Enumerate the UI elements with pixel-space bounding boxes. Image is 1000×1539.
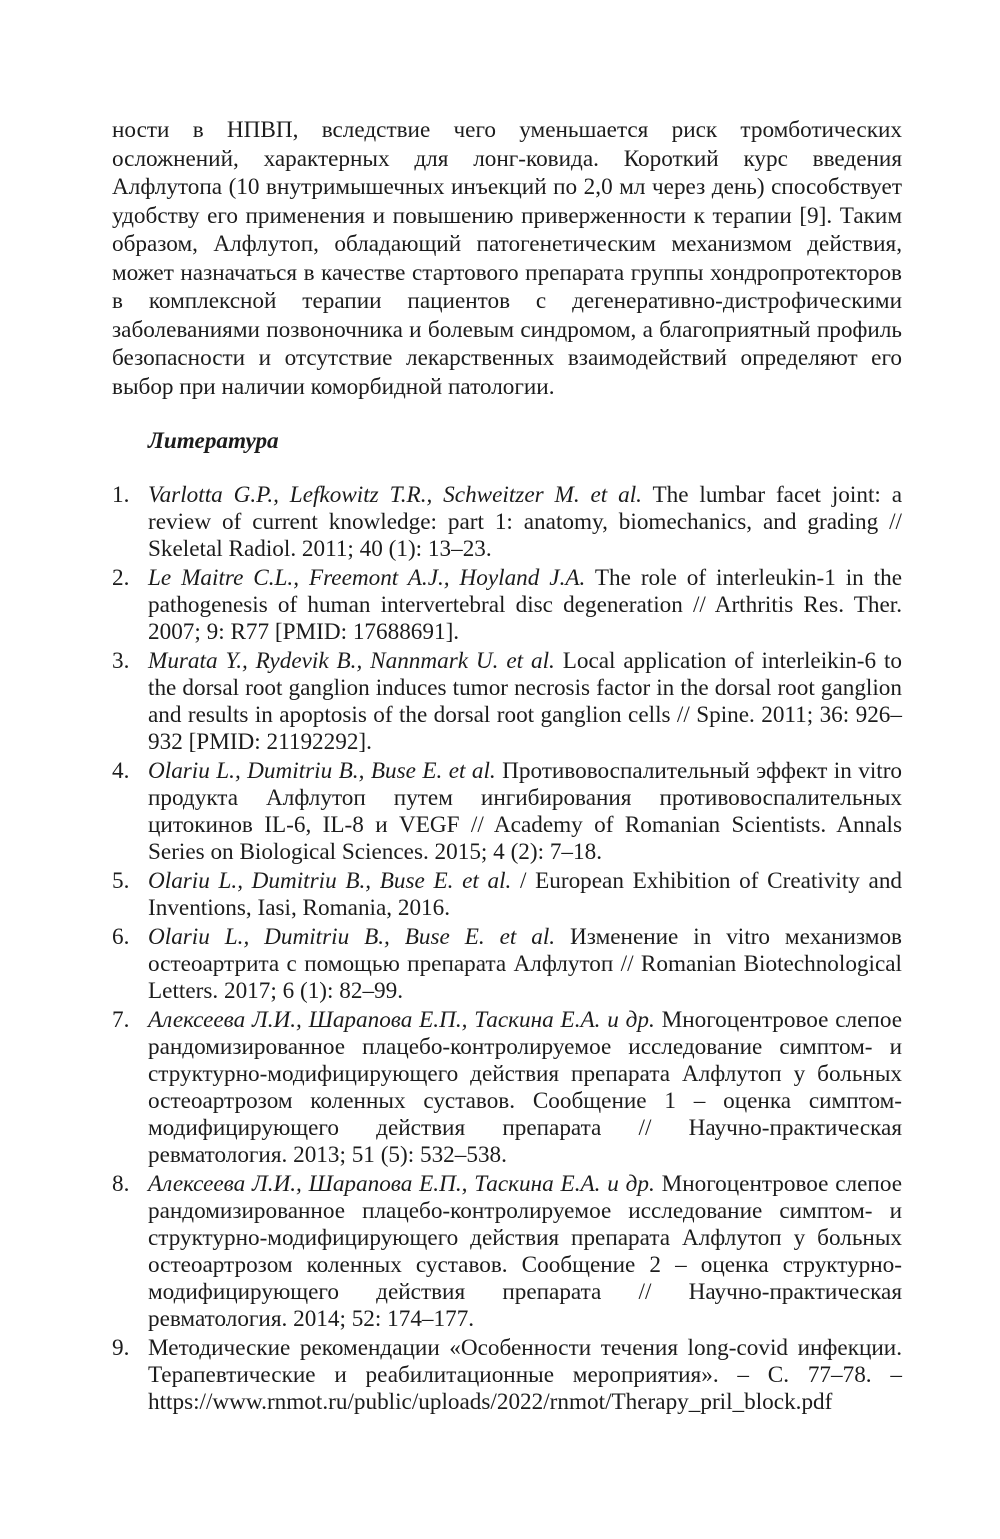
reference-number: 8. (112, 1170, 130, 1197)
reference-item (112, 868, 902, 922)
reference-item (112, 1007, 902, 1169)
reference-authors: Olariu L., Dumitriu B., Buse E. et al. (148, 923, 556, 950)
reference-authors: Varlotta G.P., Lefkowitz T.R., Schweitzer M. et al. (148, 481, 642, 508)
reference-item (112, 482, 902, 563)
reference-text: Методические рекомендации «Особенности течения long-covid инфекции. Терапевтические и реабилитационные мероприятия». – С. 77–78. – https://www.rnmot.ru/public/uploads/2022/rnmot/Therapy_pril_block.pdf (148, 1334, 902, 1415)
references-list (112, 482, 902, 1416)
body-paragraph: ности в НПВП, вследствие чего уменьшается риск тромботических осложнений, характерных для лонг-ковида. Короткий курс введения Алфлутопа (10 внутримышечных инъекций по 2,0 мл через день) способствует удобству его применения и повышению приверженности к терапии [9]. Таким образом, Алфлутоп, обладающий патогенетическим механизмом действия, может назначаться в качестве стартового препарата группы хондропротекторов в комплексной терапии пациентов с дегенеративно-дистрофическими заболеваниями позвоночника и болевым синдромом, а благоприятный профиль безопасности и отсутствие лекарственных взаимодействий определяют его выбор при наличии коморбидной патологии. (112, 117, 902, 400)
references-heading: Литература (148, 428, 279, 454)
reference-item (112, 565, 902, 646)
reference-authors: Olariu L., Dumitriu B., Buse E. et al. (148, 757, 496, 784)
reference-number: 1. (112, 481, 130, 508)
reference-item (112, 1171, 902, 1333)
reference-authors: Le Maitre C.L., Freemont A.J., Hoyland J.A. (148, 564, 586, 591)
reference-item (112, 924, 902, 1005)
reference-number: 9. (112, 1334, 130, 1361)
reference-number: 6. (112, 923, 130, 950)
reference-text: / European Exhibition of Creativity and Inventions, Iasi, Romania, 2016. (148, 867, 903, 921)
reference-text: Изменение in vitro механизмов остеоартрита с помощью препарата Алфлутоп // Romanian Biotechnological Letters. 2017; 6 (1): 82–99. (148, 923, 903, 1004)
reference-item (112, 648, 902, 756)
reference-authors: Алексеева Л.И., Шарапова Е.П., Таскина Е.А. и др. (148, 1170, 655, 1197)
reference-number: 2. (112, 564, 130, 591)
reference-number: 3. (112, 647, 130, 674)
reference-item (112, 1335, 902, 1416)
reference-authors: Murata Y., Rydevik B., Nannmark U. et al. (148, 647, 555, 674)
reference-item (112, 758, 902, 866)
reference-number: 7. (112, 1006, 130, 1033)
reference-number: 5. (112, 867, 130, 894)
reference-text: The lumbar facet joint: a review of current knowledge: part 1: anatomy, biomechanics, and grading // Skeletal Radiol. 2011; 40 (1): 13–23. (148, 481, 902, 562)
reference-text: Многоцентровое слепое рандомизированное плацебо-контролируемое исследование симптом- и структурно-модифицирующего действия препарата Алфлутоп у больных остеоартрозом коленных суставов. Сообщение 2 – оценка структурно-модифицирующего действия препарата // Научно-практическая ревматология. 2014; 52: 174–177. (148, 1170, 902, 1332)
reference-text: Противовоспалительный эффект in vitro продукта Алфлутоп путем ингибирования противовоспалительных цитокинов IL-6, IL-8 и VEGF // Academy of Romanian Scientists. Annals Series on Biological Sciences. 2015; 4 (2): 7–18. (148, 757, 903, 865)
reference-authors: Olariu L., Dumitriu B., Buse E. et al. (148, 867, 512, 894)
reference-number: 4. (112, 757, 130, 784)
reference-text: Многоцентровое слепое рандомизированное плацебо-контролируемое исследование симптом- и структурно-модифицирующего действия препарата Алфлутоп у больных остеоартрозом коленных суставов. Сообщение 1 – оценка симптом-модифицирующего действия препарата // Научно-практическая ревматология. 2013; 51 (5): 532–538. (148, 1006, 902, 1168)
reference-authors: Алексеева Л.И., Шарапова Е.П., Таскина Е.А. и др. (148, 1006, 655, 1033)
reference-text: The role of interleukin-1 in the pathogenesis of human intervertebral disc degeneration // Arthritis Res. Ther. 2007; 9: R77 [PMID: 17688691]. (148, 564, 902, 645)
document-page (112, 116, 902, 1418)
reference-text: Local application of interleikin-6 to the dorsal root ganglion induces tumor necrosis factor in the dorsal root ganglion and results in apoptosis of the dorsal root ganglion cells // Spine. 2011; 36: 926–932 [PMID: 21192292]. (148, 647, 902, 755)
